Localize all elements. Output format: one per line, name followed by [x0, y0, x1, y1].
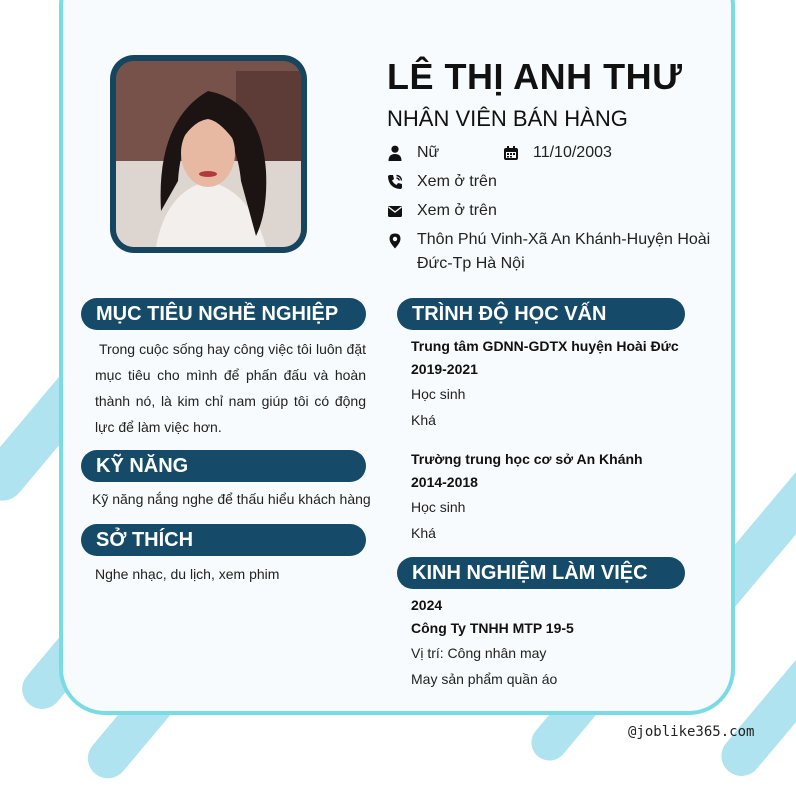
skills-text: Kỹ năng nắng nghe để thấu hiểu khách hàng [92, 491, 371, 507]
education-years: 2019-2021 [411, 361, 478, 377]
email-value: Xem ở trên [417, 202, 497, 219]
gender-row [387, 144, 439, 162]
job-title: NHÂN VIÊN BÁN HÀNG [387, 106, 628, 131]
skills-heading: KỸ NĂNG [81, 450, 366, 482]
candidate-name: LÊ THỊ ANH THƯ [387, 56, 683, 97]
experience-heading: KINH NGHIỆM LÀM VIỆC [397, 557, 685, 589]
location-pin-icon [387, 233, 403, 249]
envelope-icon [387, 203, 403, 219]
education-grade: Khá [411, 525, 436, 541]
address-row [387, 228, 717, 276]
experience-description: May sản phẩm quần áo [411, 671, 558, 687]
birthdate-value: 11/10/2003 [533, 144, 612, 161]
profile-photo-frame [110, 55, 307, 253]
education-heading: TRÌNH ĐỘ HỌC VẤN [397, 298, 685, 330]
experience-year: 2024 [411, 597, 443, 613]
email-row [387, 202, 497, 220]
education-grade: Khá [411, 412, 436, 428]
phone-value: Xem ở trên [417, 173, 497, 190]
experience-company: Công Ty TNHH MTP 19-5 [411, 620, 574, 636]
hobbies-heading: SỞ THÍCH [81, 524, 366, 556]
calendar-icon [503, 145, 519, 161]
address-value: Thôn Phú Vinh-Xã An Khánh-Huyện Hoài Đức-Tp Hà Nội [417, 231, 711, 272]
phone-row [387, 173, 497, 191]
education-school: Trường trung học cơ sở An Khánh [411, 451, 643, 467]
watermark-text: @joblike365.com [628, 724, 755, 740]
education-role: Học sinh [411, 386, 466, 402]
hobbies-text: Nghe nhạc, du lịch, xem phim [95, 566, 280, 582]
objective-text: Trong cuộc sống hay công việc tôi luôn đặt mục tiêu cho mình để phấn đấu và hoàn thành nó, là kim chỉ nam giúp tôi có động lực để làm việc hơn. [95, 341, 366, 435]
birthdate-row [503, 144, 612, 162]
phone-icon [387, 174, 403, 190]
experience-position: Vị trí: Công nhân may [411, 645, 547, 661]
education-years: 2014-2018 [411, 474, 478, 490]
person-icon [387, 145, 403, 161]
education-school: Trung tâm GDNN-GDTX huyện Hoài Đức [411, 338, 679, 354]
education-role: Học sinh [411, 499, 466, 515]
gender-value: Nữ [417, 144, 440, 161]
profile-photo [116, 61, 301, 247]
objective-heading: MỤC TIÊU NGHỀ NGHIỆP [81, 298, 366, 330]
